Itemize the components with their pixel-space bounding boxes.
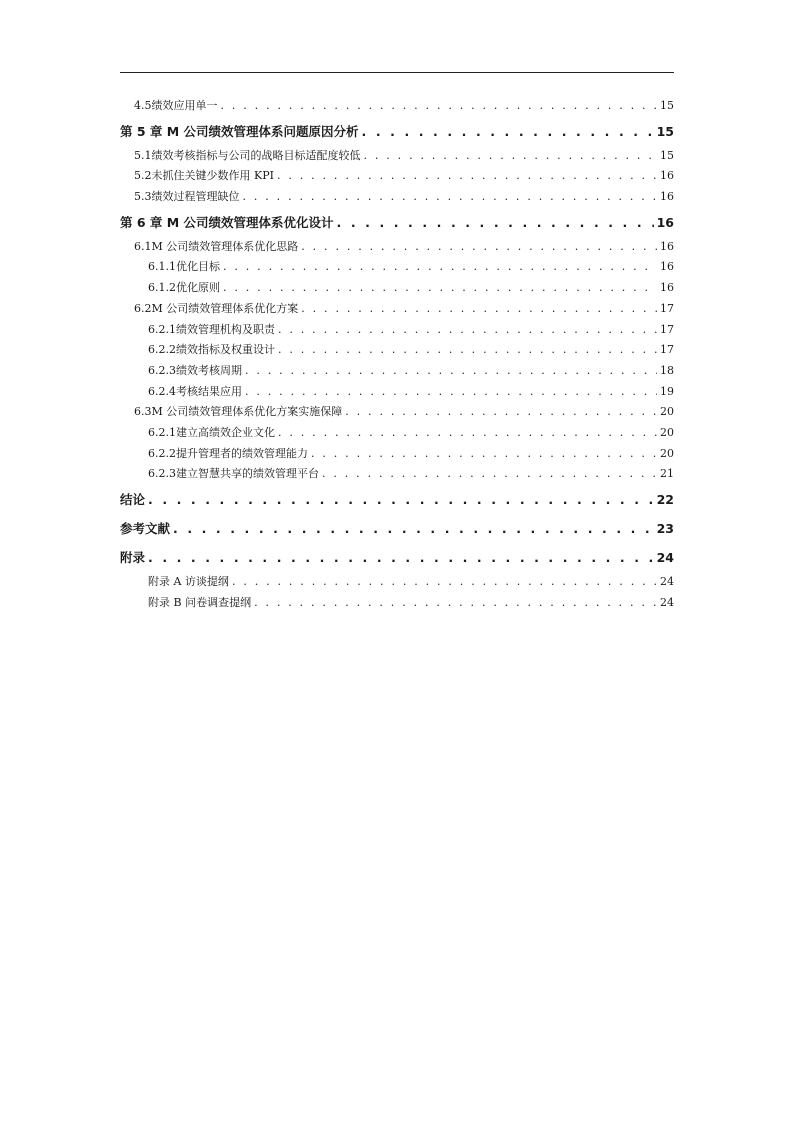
table-of-contents [120, 96, 674, 613]
toc-entry-title: 6.1.2优化原则 [148, 281, 220, 295]
toc-entry[interactable] [120, 464, 674, 485]
toc-entry[interactable] [120, 340, 674, 361]
toc-entry-title: 6.2.4考核结果应用 [148, 384, 242, 398]
dot-leader [277, 166, 657, 187]
toc-entry-page: 24 [660, 595, 674, 609]
toc-entry[interactable] [120, 320, 674, 341]
toc-entry-title: 附录 [120, 550, 146, 565]
dot-leader [223, 278, 657, 299]
dot-leader [223, 257, 657, 278]
toc-entry[interactable] [120, 572, 674, 593]
toc-entry-title: 第 6 章 M 公司绩效管理体系优化设计 [120, 214, 334, 230]
toc-entry[interactable] [120, 257, 674, 278]
toc-entry-page: 16 [660, 281, 674, 295]
toc-entry-page: 16 [660, 190, 674, 204]
toc-chapter-entry[interactable] [120, 514, 674, 543]
toc-entry-title: 6.2.2绩效指标及权重设计 [148, 343, 275, 357]
toc-entry-page: 20 [660, 425, 674, 439]
toc-entry[interactable] [120, 593, 674, 614]
toc-entry-page: 17 [660, 301, 674, 315]
toc-entry-title: 6.2.1建立高绩效企业文化 [148, 425, 275, 439]
toc-entry-page: 18 [660, 363, 674, 377]
toc-entry-title: 6.2M 公司绩效管理体系优化方案 [134, 301, 299, 315]
dot-leader [301, 299, 657, 320]
toc-entry[interactable] [120, 166, 674, 187]
toc-entry-page: 22 [656, 492, 674, 507]
dot-leader [301, 237, 657, 258]
dot-leader [173, 514, 654, 543]
toc-chapter-entry[interactable] [120, 117, 674, 146]
toc-entry[interactable] [120, 423, 674, 444]
toc-entry-title: 5.2未抓住关键少数作用 KPI [134, 169, 274, 183]
header-rule [120, 72, 674, 73]
toc-entry[interactable] [120, 299, 674, 320]
dot-leader [243, 187, 658, 208]
toc-entry-title: 结论 [120, 492, 146, 507]
toc-entry-page: 16 [660, 239, 674, 253]
toc-entry[interactable] [120, 402, 674, 423]
toc-entry-page: 16 [656, 214, 674, 230]
toc-entry-title: 附录 B 问卷调查提纲 [148, 595, 252, 609]
dot-leader [345, 402, 657, 423]
toc-entry[interactable] [120, 361, 674, 382]
dot-leader [364, 146, 658, 167]
dot-leader [362, 117, 654, 146]
toc-entry-page: 23 [656, 521, 674, 536]
toc-entry-page: 17 [660, 343, 674, 357]
dot-leader [232, 572, 657, 593]
dot-leader [148, 543, 654, 572]
toc-chapter-entry[interactable] [120, 543, 674, 572]
toc-entry-page: 16 [660, 260, 674, 274]
toc-entry-title: 6.1.1优化目标 [148, 260, 220, 274]
toc-entry-title: 6.2.2提升管理者的绩效管理能力 [148, 446, 308, 460]
toc-entry-title: 5.3绩效过程管理缺位 [134, 190, 240, 204]
dot-leader [148, 485, 654, 514]
toc-entry-page: 16 [660, 169, 674, 183]
dot-leader [278, 340, 657, 361]
toc-chapter-entry[interactable] [120, 208, 674, 237]
toc-entry[interactable] [120, 237, 674, 258]
toc-entry-title: 6.1M 公司绩效管理体系优化思路 [134, 239, 299, 253]
dot-leader [278, 423, 657, 444]
dot-leader [221, 96, 658, 117]
toc-entry-title: 6.2.3建立智慧共享的绩效管理平台 [148, 467, 319, 481]
toc-entry-title: 参考文献 [120, 521, 171, 536]
toc-entry-page: 24 [660, 575, 674, 588]
toc-entry-title: 4.5绩效应用单一 [134, 99, 218, 112]
toc-entry[interactable] [120, 146, 674, 167]
dot-leader [254, 593, 657, 614]
dot-leader [245, 382, 657, 403]
dot-leader [311, 444, 657, 465]
toc-entry[interactable] [120, 382, 674, 403]
toc-entry-page: 19 [660, 384, 674, 398]
toc-entry[interactable] [120, 187, 674, 208]
toc-entry-page: 15 [656, 123, 674, 139]
toc-entry-page: 24 [656, 550, 674, 565]
dot-leader [322, 464, 657, 485]
toc-chapter-entry[interactable] [120, 485, 674, 514]
toc-entry-page: 15 [660, 99, 674, 112]
toc-entry-page: 21 [660, 467, 674, 481]
toc-entry-page: 20 [660, 446, 674, 460]
dot-leader [337, 208, 654, 237]
toc-entry[interactable] [120, 444, 674, 465]
toc-entry-title: 6.2.1绩效管理机构及职责 [148, 322, 275, 336]
toc-entry-title: 6.2.3绩效考核周期 [148, 363, 242, 377]
toc-entry-title: 附录 A 访谈提纲 [148, 575, 229, 588]
toc-entry-title: 第 5 章 M 公司绩效管理体系问题原因分析 [120, 123, 359, 139]
dot-leader [278, 320, 657, 341]
toc-entry-title: 6.3M 公司绩效管理体系优化方案实施保障 [134, 405, 343, 419]
toc-entry-title: 5.1绩效考核指标与公司的战略目标适配度较低 [134, 148, 361, 162]
toc-entry-page: 15 [660, 148, 674, 162]
toc-entry[interactable] [120, 96, 674, 117]
toc-entry-page: 17 [660, 322, 674, 336]
dot-leader [245, 361, 657, 382]
toc-entry[interactable] [120, 278, 674, 299]
toc-entry-page: 20 [660, 405, 674, 419]
